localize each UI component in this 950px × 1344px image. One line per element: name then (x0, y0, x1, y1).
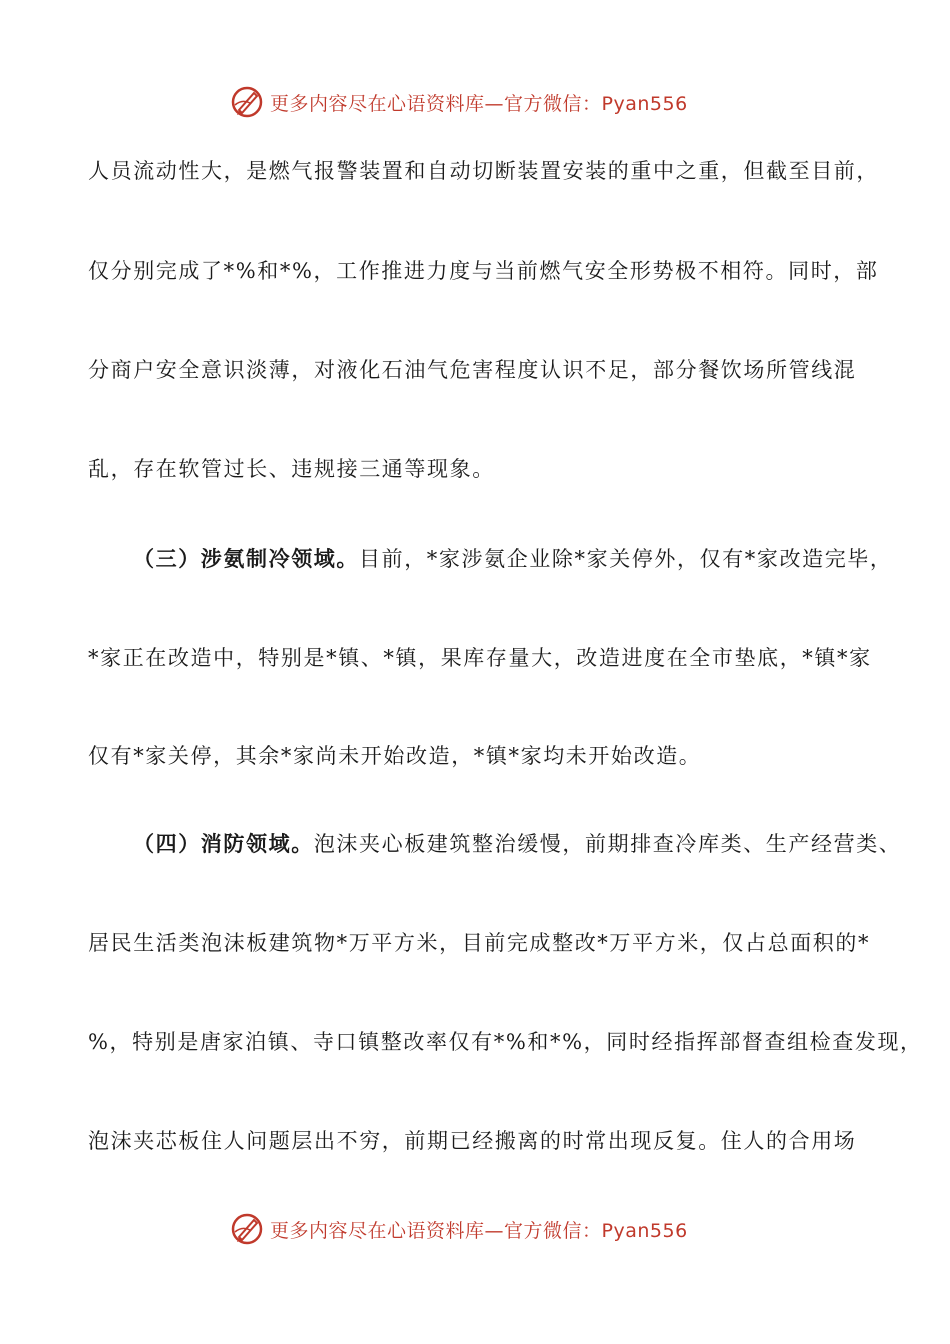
body-line: 人员流动性大，是燃气报警装置和自动切断装置安装的重中之重，但截至目前， (88, 159, 879, 183)
footer-banner (230, 1211, 688, 1247)
section-3-text: 目前，*家涉氨企业除*家关停外，仅有*家改造完毕， (359, 547, 893, 571)
header-banner (230, 84, 688, 120)
pen-logo-icon (230, 85, 264, 119)
section-3-line (133, 545, 893, 573)
section-4-line (133, 830, 902, 858)
pen-logo-icon (230, 1212, 264, 1246)
body-line: 仅有*家关停，其余*家尚未开始改造，*镇*家均未开始改造。 (88, 744, 702, 768)
body-line: 仅分别完成了*%和*%，工作推进力度与当前燃气安全形势极不相符。同时，部 (88, 259, 879, 283)
body-line: *家正在改造中，特别是*镇、*镇，果库存量大，改造进度在全市垫底，*镇*家 (88, 646, 872, 670)
body-line: %，特别是唐家泊镇、寺口镇整改率仅有*%和*%，同时经指挥部督查组检查发现， (88, 1030, 923, 1054)
banner-text: 更多内容尽在心语资料库—官方微信：Pyan556 (270, 1219, 688, 1242)
body-line: 泡沫夹芯板住人问题层出不穷，前期已经搬离的时常出现反复。住人的合用场 (88, 1129, 857, 1153)
body-line: 居民生活类泡沫板建筑物*万平方米，目前完成整改*万平方米，仅占总面积的* (88, 931, 871, 955)
section-3-heading: （三）涉氨制冷领域。 (133, 546, 359, 571)
body-line: 分商户安全意识淡薄，对液化石油气危害程度认识不足，部分餐饮场所管线混 (88, 358, 857, 382)
section-4-text: 泡沫夹心板建筑整治缓慢，前期排查冷库类、生产经营类、 (313, 832, 902, 856)
banner-text: 更多内容尽在心语资料库—官方微信：Pyan556 (270, 92, 688, 115)
body-line: 乱，存在软管过长、违规接三通等现象。 (88, 457, 495, 481)
section-4-heading: （四）消防领域。 (133, 831, 314, 856)
